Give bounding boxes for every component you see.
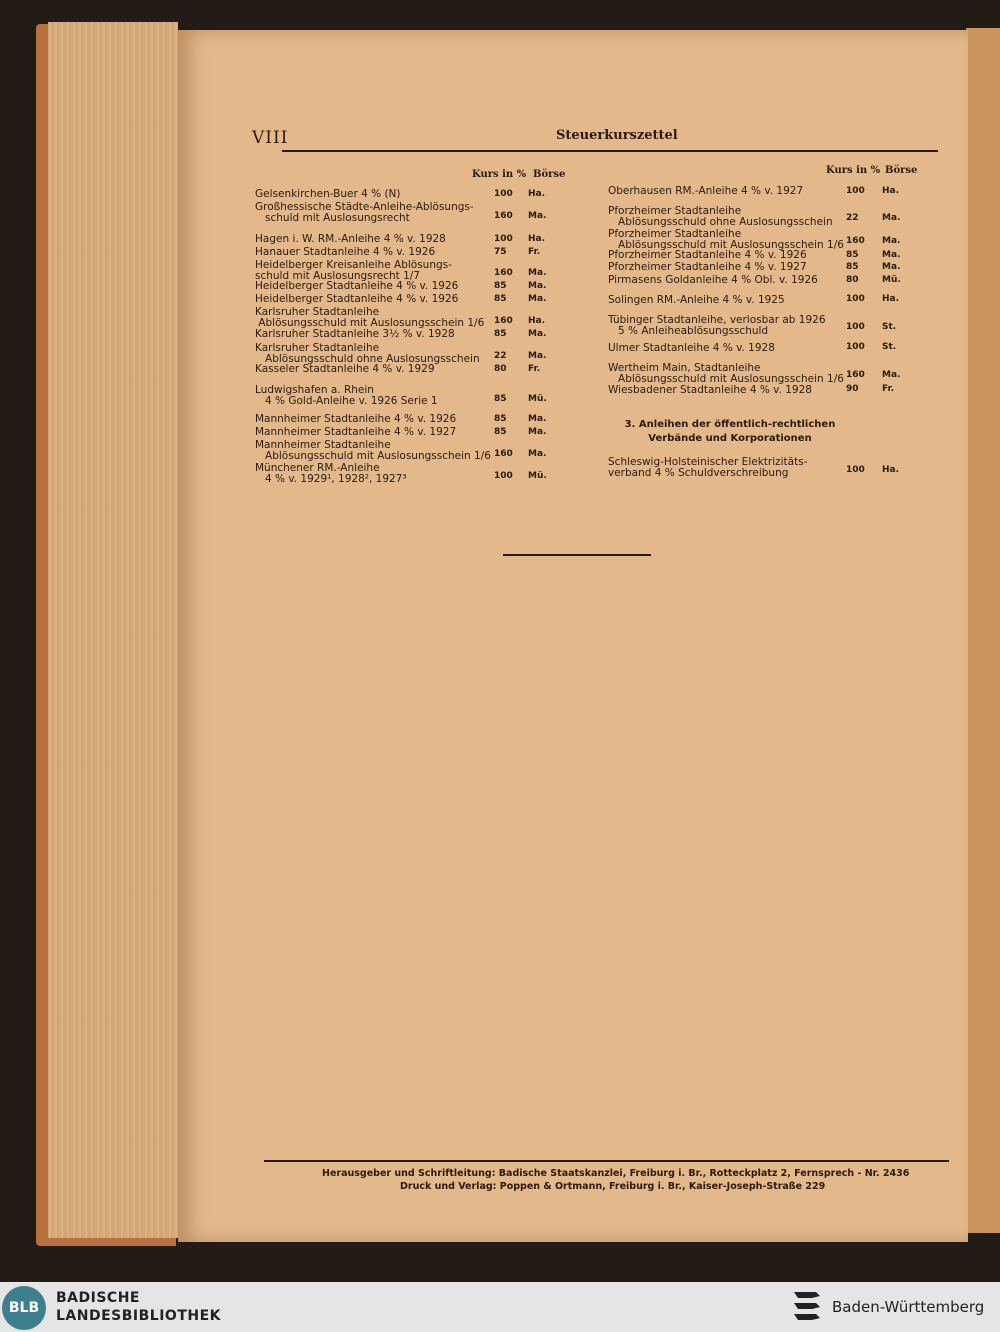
left-col-kurs-header: Kurs in % bbox=[472, 169, 527, 180]
right-table-row-name: Pforzheimer Stadtanleihe 4 % v. 1927 bbox=[608, 261, 807, 273]
right-table-row-name: Solingen RM.-Anleihe 4 % v. 1925 bbox=[608, 294, 785, 306]
left-table-row-boerse: Fr. bbox=[528, 247, 541, 257]
left-table-row-kurs: 160 bbox=[494, 316, 513, 326]
right-table-row-kurs: 100 bbox=[846, 186, 865, 196]
right-table-row-kurs: 90 bbox=[846, 384, 859, 394]
left-table-row-kurs: 85 bbox=[494, 294, 507, 304]
left-table-row-name: Hanauer Stadtanleihe 4 % v. 1926 bbox=[255, 246, 436, 258]
left-table-row-name: Mannheimer Stadtanleihe Ablösungsschuld mit Auslosungsschein 1/6 bbox=[255, 439, 491, 462]
left-table-row-name: Heidelberger Stadtanleihe 4 % v. 1926 bbox=[255, 280, 459, 292]
left-table-row-boerse: Ha. bbox=[528, 234, 546, 244]
left-col-boerse-header: Börse bbox=[533, 169, 566, 180]
left-table-row-name: Heidelberger Kreisanleihe Ablösungs- schuld mit Auslosungsrecht 1/7 bbox=[255, 259, 452, 282]
left-table-row-boerse: Ma. bbox=[528, 329, 547, 339]
left-table-row-name: Münchener RM.-Anleihe 4 % v. 1929¹, 1928², 1927³ bbox=[255, 462, 407, 485]
left-table-row-kurs: 160 bbox=[494, 268, 513, 278]
left-table-row-boerse: Ma. bbox=[528, 281, 547, 291]
left-table-row-kurs: 85 bbox=[494, 414, 507, 424]
right-table-row-name: Schleswig-Holsteinischer Elektrizitäts- verband 4 % Schuldverschreibung bbox=[608, 456, 808, 479]
footer-publisher: Herausgeber und Schriftleitung: Badische Staatskanzlei, Freiburg i. Br., Rotteckplatz 2, Fernsprech - Nr. 2436 bbox=[322, 1168, 910, 1179]
right-table-row-boerse: Ma. bbox=[882, 236, 901, 246]
header-rule bbox=[282, 150, 938, 152]
left-table-row-kurs: 100 bbox=[494, 189, 513, 199]
left-table-row-boerse: Fr. bbox=[528, 364, 541, 374]
right-table-row-name: Pforzheimer Stadtanleihe 4 % v. 1926 bbox=[608, 249, 807, 261]
left-table-row-name: Ludwigshafen a. Rhein 4 % Gold-Anleihe v. 1926 Serie 1 bbox=[255, 384, 438, 407]
left-table-row-boerse: Ma. bbox=[528, 268, 547, 278]
right-table-row-boerse: Ha. bbox=[882, 186, 900, 196]
right-table-row-name: Tübinger Stadtanleihe, verlosbar ab 1926 5 % Anleiheablösungsschuld bbox=[608, 314, 826, 337]
right-table-row-boerse: Mü. bbox=[882, 275, 901, 285]
library-name[interactable] bbox=[56, 1289, 221, 1325]
right-table-row-name: Wertheim Main, Stadtanleihe Ablösungsschuld mit Auslosungsschein 1/6 bbox=[608, 362, 844, 385]
right-table-row-boerse: St. bbox=[882, 342, 897, 352]
library-name-line2: LANDESBIBLIOTHEK bbox=[56, 1308, 222, 1324]
right-table-row-boerse: Ha. bbox=[882, 294, 900, 304]
right-table-row-kurs: 160 bbox=[846, 236, 865, 246]
page-number: VIII bbox=[252, 128, 289, 148]
page-edges bbox=[48, 22, 178, 1238]
left-table-row-kurs: 75 bbox=[494, 247, 507, 257]
left-table-row-name: Mannheimer Stadtanleihe 4 % v. 1927 bbox=[255, 426, 457, 438]
footer-printer: Druck und Verlag: Poppen & Ortmann, Freiburg i. Br., Kaiser-Joseph-Straße 229 bbox=[400, 1181, 826, 1192]
right-table-row-kurs: 22 bbox=[846, 213, 859, 223]
facing-page-edge bbox=[966, 28, 1000, 1233]
left-table-row-boerse: Ma. bbox=[528, 414, 547, 424]
left-table-row-boerse: Ma. bbox=[528, 211, 547, 221]
right-table-row-boerse: Ma. bbox=[882, 250, 901, 260]
left-table-row-name: Heidelberger Stadtanleihe 4 % v. 1926 bbox=[255, 293, 459, 305]
right-table-row-boerse: Ma. bbox=[882, 213, 901, 223]
right-table-row-boerse: Ma. bbox=[882, 262, 901, 272]
left-table-row-name: Karlsruher Stadtanleihe Ablösungsschuld mit Auslosungsschein 1/6 bbox=[255, 306, 485, 329]
right-table-row-name: Pirmasens Goldanleihe 4 % Obl. v. 1926 bbox=[608, 274, 818, 286]
left-table-row-name: Karlsruher Stadtanleihe Ablösungsschuld ohne Auslosungsschein bbox=[255, 342, 480, 365]
left-table-row-kurs: 85 bbox=[494, 281, 507, 291]
left-table-row-boerse: Ma. bbox=[528, 449, 547, 459]
left-table-row-boerse: Ha. bbox=[528, 189, 546, 199]
left-table-row-kurs: 85 bbox=[494, 427, 507, 437]
left-table-row-boerse: Mü. bbox=[528, 471, 547, 481]
left-table-row-boerse: Ha. bbox=[528, 316, 546, 326]
section-heading: 3. Anleihen der öffentlich-rechtlichen Verbände und Korporationen bbox=[624, 419, 836, 444]
left-table-row-name: Großhessische Städte-Anleihe-Ablösungs- schuld mit Auslosungsrecht bbox=[255, 201, 474, 224]
right-table-row-name: Wiesbadener Stadtanleihe 4 % v. 1928 bbox=[608, 384, 812, 396]
right-table-row-boerse: Fr. bbox=[882, 384, 895, 394]
right-table-row-kurs: 85 bbox=[846, 250, 859, 260]
left-table-row-name: Mannheimer Stadtanleihe 4 % v. 1926 bbox=[255, 413, 457, 425]
right-col-kurs-header: Kurs in % bbox=[826, 165, 881, 176]
footer-rule bbox=[264, 1160, 949, 1162]
state-name[interactable]: Baden-Württemberg bbox=[832, 1298, 985, 1316]
left-table-row-boerse: Ma. bbox=[528, 294, 547, 304]
right-table-row-kurs: 100 bbox=[846, 342, 865, 352]
left-table-row-kurs: 80 bbox=[494, 364, 507, 374]
state-lions-icon bbox=[790, 1288, 824, 1328]
left-table-row-kurs: 85 bbox=[494, 329, 507, 339]
right-col-boerse-header: Börse bbox=[885, 165, 918, 176]
page-title: Steuerkurszettel bbox=[556, 128, 678, 143]
right-table-row-boerse: Ma. bbox=[882, 370, 901, 380]
left-table-row-kurs: 160 bbox=[494, 449, 513, 459]
blb-logo[interactable]: BLB bbox=[2, 1286, 46, 1330]
left-table-row-boerse: Mü. bbox=[528, 394, 547, 404]
left-table-row-boerse: Ma. bbox=[528, 351, 547, 361]
left-table-row-kurs: 100 bbox=[494, 471, 513, 481]
right-table-row-boerse: St. bbox=[882, 322, 897, 332]
left-table-row-name: Gelsenkirchen-Buer 4 % (N) bbox=[255, 188, 401, 200]
left-table-row-kurs: 100 bbox=[494, 234, 513, 244]
section-divider bbox=[503, 554, 651, 556]
right-table-row-boerse: Ha. bbox=[882, 465, 900, 475]
right-table-row-name: Ulmer Stadtanleihe 4 % v. 1928 bbox=[608, 342, 775, 354]
right-table-row-kurs: 100 bbox=[846, 294, 865, 304]
right-table-row-name: Oberhausen RM.-Anleihe 4 % v. 1927 bbox=[608, 185, 804, 197]
right-table-row-kurs: 100 bbox=[846, 465, 865, 475]
right-table-row-kurs: 160 bbox=[846, 370, 865, 380]
left-table-row-kurs: 22 bbox=[494, 351, 507, 361]
left-table-row-name: Kasseler Stadtanleihe 4 % v. 1929 bbox=[255, 363, 435, 375]
library-name-line1: BADISCHE bbox=[56, 1290, 140, 1306]
left-table-row-name: Hagen i. W. RM.-Anleihe 4 % v. 1928 bbox=[255, 233, 446, 245]
left-table-row-kurs: 160 bbox=[494, 211, 513, 221]
right-table-row-name: Pforzheimer Stadtanleihe Ablösungsschuld mit Auslosungsschein 1/6 bbox=[608, 228, 844, 251]
left-table-row-kurs: 85 bbox=[494, 394, 507, 404]
left-table-row-boerse: Ma. bbox=[528, 427, 547, 437]
right-table-row-kurs: 80 bbox=[846, 275, 859, 285]
right-table-row-kurs: 100 bbox=[846, 322, 865, 332]
right-table-row-kurs: 85 bbox=[846, 262, 859, 272]
left-table-row-name: Karlsruher Stadtanleihe 3½ % v. 1928 bbox=[255, 328, 455, 340]
right-table-row-name: Pforzheimer Stadtanleihe Ablösungsschuld ohne Auslosungsschein bbox=[608, 205, 833, 228]
